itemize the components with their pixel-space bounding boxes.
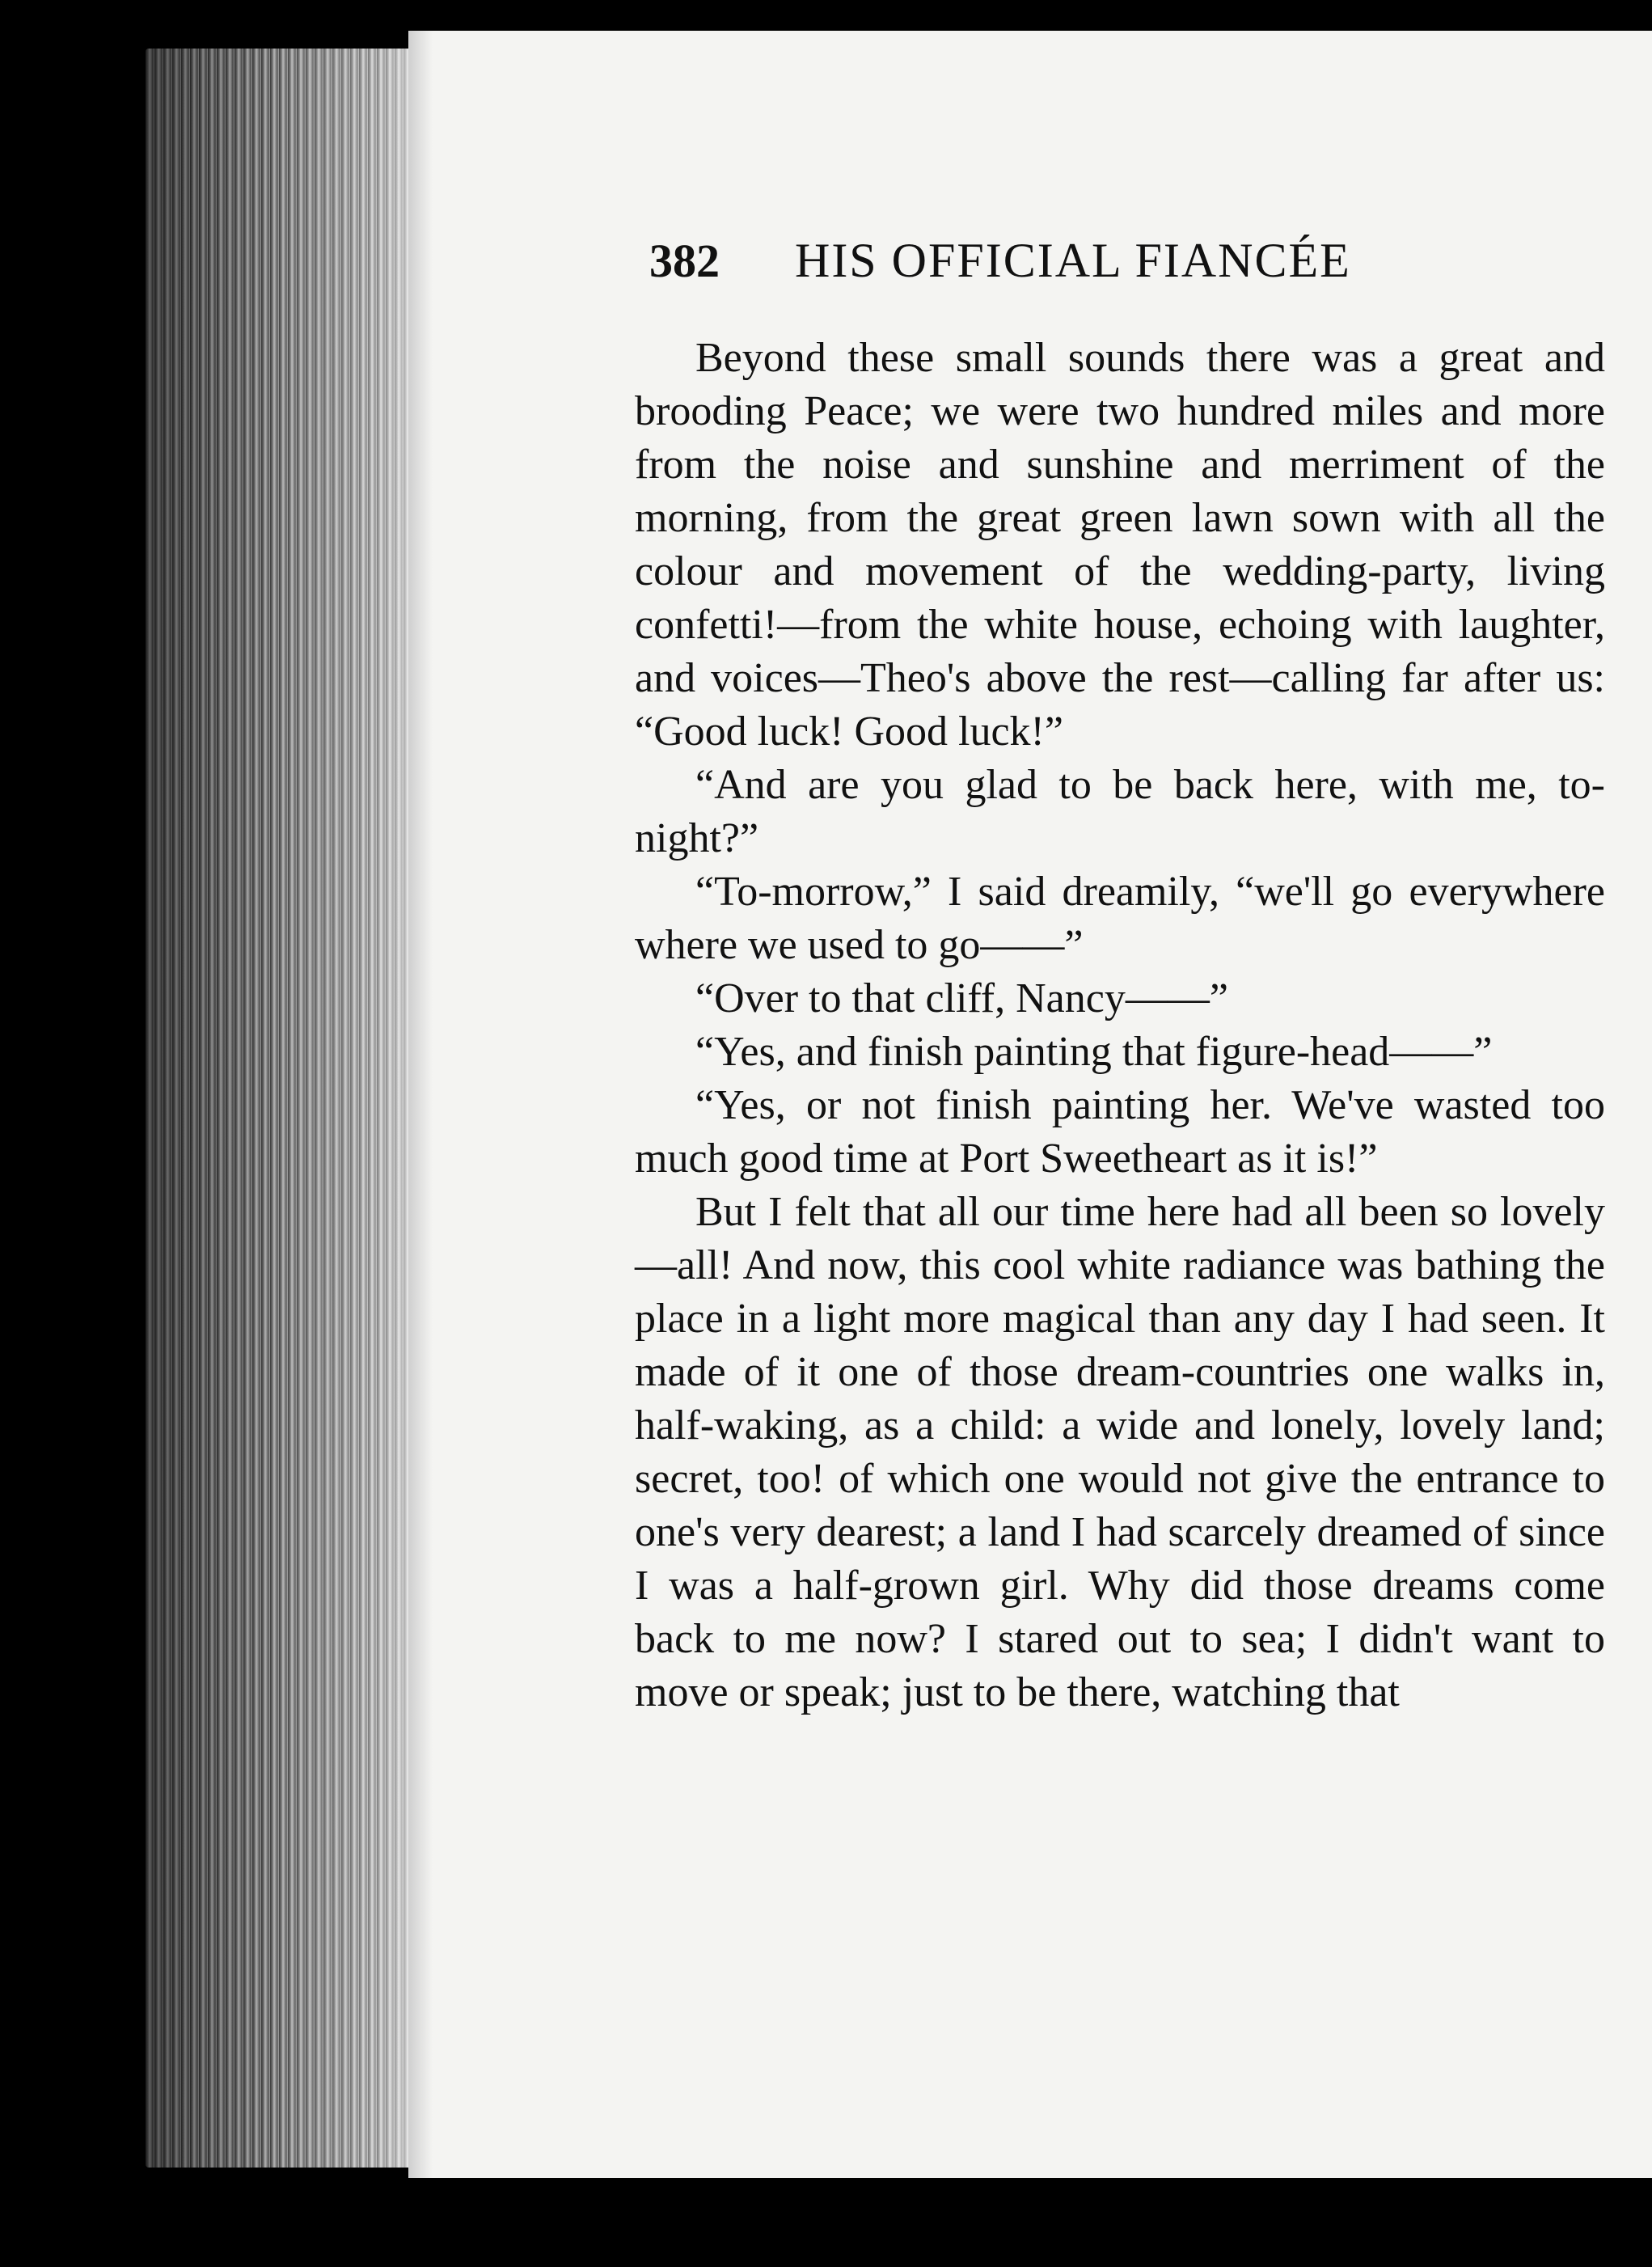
paragraph: “Yes, or not finish painting her. We've wasted too much good time at Port Sweetheart as it is!” [635, 1082, 1605, 1182]
page-number: 382 [649, 235, 720, 287]
paragraph: “To-morrow,” I said dreamily, “we'll go everywhere where we used to go——” [635, 869, 1605, 968]
paragraph: Beyond these small sounds there was a great and brooding Peace; we were two hundred miles and more from the noise and sunshine and merriment of the morning, from the great green lawn sown with all the colour and movement of the wedding-party, living confetti!—from the white house, echoing with laughter, and voices—Theo's above the rest—calling far after us: “Good luck! Good luck!” [635, 335, 1605, 755]
book-page [408, 31, 1652, 2178]
paragraph: “And are you glad to be back here, with me, to-night?” [635, 762, 1605, 861]
running-title: HIS OFFICIAL FIANCÉE [795, 234, 1351, 287]
paragraph: “Yes, and finish painting that figure-head——” [695, 1029, 1493, 1075]
running-head [649, 233, 1652, 314]
book-page-edges [146, 49, 420, 2168]
body-text [635, 332, 1605, 1719]
paragraph: But I felt that all our time here had all been so lovely—all! And now, this cool white radiance was bathing the place in a light more magical than any day I had seen. It made of it one of those dream-countries one walks in, half-waking, as a child: a wide and lonely, lovely land; secret, too! of which one would not give the entrance to one's very dearest; a land I had scarcely dreamed of since I was a half-grown girl. Why did those dreams come back to me now? I stared out to sea; I didn't want to move or speak; just to be there, watching that [635, 1189, 1605, 1715]
page-gutter-shadow [408, 31, 433, 2178]
paragraph: “Over to that cliff, Nancy——” [695, 975, 1228, 1021]
